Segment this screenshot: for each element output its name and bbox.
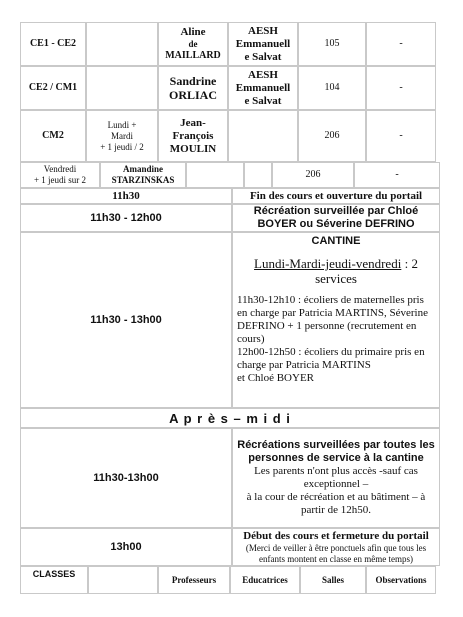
aesh-name-1: Emmanuell	[235, 81, 291, 94]
room-number: 105	[324, 38, 340, 49]
header-professeurs	[158, 566, 230, 594]
aesh-2	[228, 66, 298, 110]
class-label: CE2 / CM1	[28, 82, 78, 93]
days-cm2	[86, 110, 158, 162]
teacher-orliac	[158, 66, 228, 110]
obs-2	[366, 66, 436, 110]
teacher-first-name-2: François	[172, 129, 214, 142]
header-label: Salles	[321, 574, 344, 585]
teacher-starzinskas	[100, 162, 186, 188]
days-underlined: Lundi-Mardi-jeudi-vendredi	[254, 256, 402, 271]
cantine-title: CANTINE	[311, 235, 361, 247]
debut-cours	[232, 528, 440, 566]
room-206-b	[272, 162, 354, 188]
time-13h00	[20, 528, 232, 566]
apres-midi-banner	[20, 408, 440, 428]
time-11h30-13h00-b	[20, 428, 232, 528]
header-educatrices	[230, 566, 300, 594]
cantine-details	[232, 232, 440, 408]
recreations-title: Récréations surveillées par toutes les personnes de service à la cantine	[237, 439, 435, 464]
obs-4	[354, 162, 440, 188]
observation: -	[399, 130, 403, 141]
teacher-moulin	[158, 110, 228, 162]
services-line	[237, 256, 435, 286]
recreations-details	[232, 428, 440, 528]
empty-cell	[186, 162, 244, 188]
header-label: CLASSES	[32, 569, 76, 579]
aesh-name-2: e Salvat	[244, 50, 282, 63]
obs-1	[366, 22, 436, 66]
debut-title: Début des cours et fermeture du portail	[243, 529, 429, 542]
observation: -	[395, 169, 399, 180]
teacher-last-name: MAILLARD	[165, 50, 221, 61]
banner-text: A p r è s – m i d i	[169, 410, 291, 426]
teacher-maillard	[158, 22, 228, 66]
observation: -	[399, 38, 403, 49]
day-line: Vendredi	[43, 164, 77, 174]
time-label: 13h00	[110, 540, 142, 553]
time-label: 11h30 - 12h00	[90, 211, 162, 224]
teacher-first-name: Sandrine	[169, 74, 217, 88]
class-label: CE1 - CE2	[29, 38, 77, 49]
aesh-label: AESH	[248, 24, 278, 37]
time-11h30-13h00	[20, 232, 232, 408]
teacher-first-name: Jean-	[180, 116, 206, 129]
ponctualite-note: (Merci de veiller à être ponctuels afin que tous les enfants montent en classe en même temps)	[245, 542, 427, 564]
days-vendredi	[20, 162, 100, 188]
desc-recreation	[232, 204, 440, 232]
day-line: + 1 jeudi sur 2	[33, 175, 87, 185]
days-cell-1	[86, 22, 158, 66]
parents-note-2: à la cour de récréation et au bâtiment – à partir de 12h50.	[246, 491, 426, 516]
room-number: 206	[324, 130, 340, 141]
class-ce2-cm1	[20, 66, 86, 110]
class-cm2	[20, 110, 86, 162]
header-label: Educatrices	[242, 574, 288, 585]
time-label: 11h30	[112, 189, 140, 202]
aesh-label: AESH	[248, 68, 278, 81]
room-105	[298, 22, 366, 66]
header-salles	[300, 566, 366, 594]
time-11h30-12h00	[20, 204, 232, 232]
time-label: 11h30-13h00	[93, 471, 159, 484]
desc-text: Fin des cours et ouverture du portail	[249, 189, 423, 202]
days-cell-2	[86, 66, 158, 110]
room-number: 104	[324, 82, 340, 93]
time-11h30	[20, 188, 232, 204]
observation: -	[399, 82, 403, 93]
services-count: : 2 services	[315, 256, 418, 286]
teacher-last-name: MOULIN	[169, 142, 217, 155]
day-line: Mardi	[111, 130, 133, 141]
parents-note-1: Les parents n'ont plus accès -sauf cas exceptionnel –	[254, 465, 418, 490]
header-observations	[366, 566, 436, 594]
empty-cell	[244, 162, 272, 188]
teacher-particle: de	[188, 39, 198, 49]
header-label: Professeurs	[171, 574, 217, 585]
header-blank	[88, 566, 158, 594]
header-classes	[20, 566, 88, 594]
room-104	[298, 66, 366, 110]
aesh-name-1: Emmanuell	[235, 37, 291, 50]
room-number: 206	[305, 169, 321, 180]
time-label: 11h30 - 13h00	[90, 313, 162, 326]
teacher-first-name: Amandine	[122, 164, 163, 174]
aesh-1	[228, 22, 298, 66]
day-line: + 1 jeudi / 2	[100, 141, 144, 152]
service-2: 12h00-12h50 : écoliers du primaire pris en charge par Patricia MARTINS	[237, 346, 425, 371]
class-ce1-ce2	[20, 22, 86, 66]
service-1: 11h30-12h10 : écoliers de maternelles pris en charge par Patricia MARTINS, Séverine DEFRINO + 1 personne (recrutement en cours)	[237, 294, 428, 345]
header-label: Observations	[375, 574, 427, 585]
desc-text: Récréation surveillée par Chloé BOYER ou Séverine DEFRINO	[253, 205, 419, 230]
aesh-3	[228, 110, 298, 162]
service-2-end: et Chloé BOYER	[237, 372, 314, 384]
teacher-last-name: ORLIAC	[168, 88, 217, 102]
aesh-name-2: e Salvat	[244, 94, 282, 107]
room-206	[298, 110, 366, 162]
desc-fin-cours	[232, 188, 440, 204]
teacher-first-name: Aline	[180, 26, 206, 38]
class-label: CM2	[42, 130, 64, 141]
teacher-last-name: STARZINSKAS	[111, 175, 175, 185]
obs-3	[366, 110, 436, 162]
day-line: Lundi +	[107, 119, 137, 130]
